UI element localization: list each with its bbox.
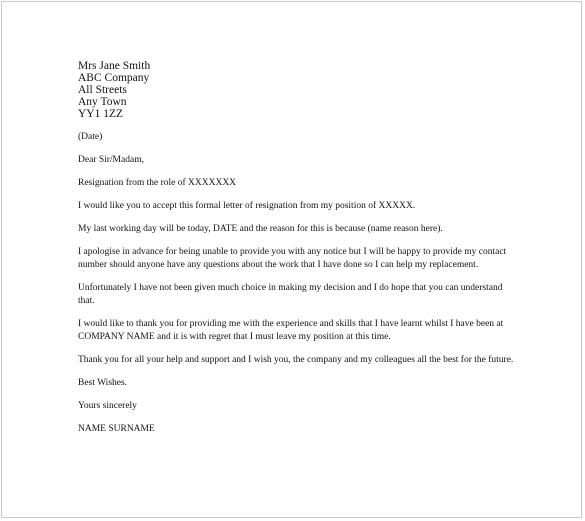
recipient-street: All Streets bbox=[78, 84, 127, 96]
signature-name: NAME SURNAME bbox=[78, 424, 155, 434]
recipient-postcode: YY1 1ZZ bbox=[78, 108, 124, 120]
salutation: Dear Sir/Madam, bbox=[78, 155, 144, 165]
recipient-town: Any Town bbox=[78, 96, 127, 108]
paragraph-intro: I would like you to accept this formal letter of resignation from my position of XXXXX. bbox=[78, 201, 416, 211]
paragraph-last-day: My last working day will be today, DATE and the reason for this is because (name reason here). bbox=[78, 224, 443, 234]
sign-off: Yours sincerely bbox=[78, 401, 137, 411]
paragraph-decision: Unfortunately I have not been given much choice in making my decision and I do hope that you can understand that. bbox=[78, 283, 503, 306]
letter-date: (Date) bbox=[78, 132, 103, 142]
paragraph-apology: I apologise in advance for being unable to provide you with any notice but I will be happy to provide my contact number should anyone have any questions about the work that I have done so I can help my replacement. bbox=[78, 247, 507, 270]
subject-line: Resignation from the role of XXXXXXX bbox=[78, 178, 237, 188]
letter-page bbox=[1, 1, 582, 518]
closing-wish: Best Wishes. bbox=[78, 378, 128, 388]
recipient-name: Mrs Jane Smith bbox=[78, 60, 151, 72]
recipient-address bbox=[78, 60, 518, 120]
paragraph-thanks: I would like to thank you for providing me with the experience and skills that I have learnt whilst I have been at COMPANY NAME and it is with regret that I must leave my position at this time. bbox=[78, 319, 504, 342]
letter-body bbox=[78, 60, 518, 436]
recipient-company: ABC Company bbox=[78, 72, 150, 84]
paragraph-wishes: Thank you for all your help and support and I wish you, the company and my colleagues all the best for the future. bbox=[78, 355, 514, 365]
